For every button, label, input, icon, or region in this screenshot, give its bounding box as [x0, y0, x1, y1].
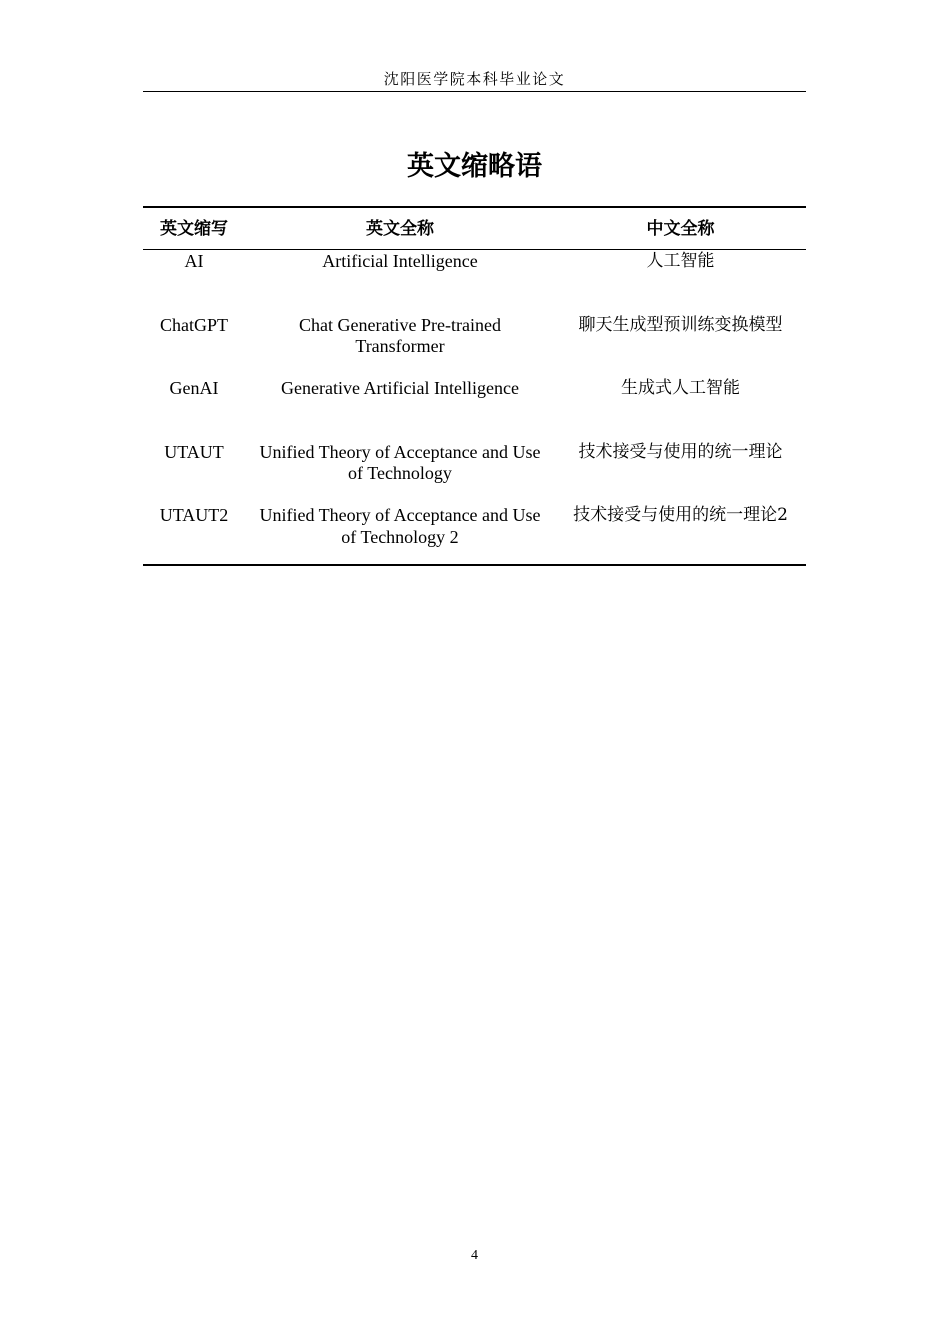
english-name-cell: Chat Generative Pre-trained Transformer	[299, 314, 501, 356]
page-number: 4	[471, 1248, 478, 1263]
table-header-row	[143, 208, 806, 250]
table-row	[143, 504, 806, 564]
abbreviation-cell: GenAI	[169, 378, 219, 398]
chinese-name-cell: 人工智能	[646, 251, 715, 271]
table-row	[143, 250, 806, 314]
table-row	[143, 441, 806, 505]
english-name-cell: Unified Theory of Acceptance and Use of Technology	[259, 441, 541, 483]
column-header-abbreviation: 英文缩写	[160, 218, 228, 239]
english-name-cell: Artificial Intelligence	[322, 251, 478, 271]
chinese-name-cell: 技术接受与使用的统一理论2	[573, 505, 788, 525]
chinese-name-cell: 生成式人工智能	[621, 378, 740, 398]
table-row	[143, 314, 806, 378]
header-rule	[143, 91, 806, 92]
abbreviation-table	[143, 206, 806, 566]
abbreviation-cell: ChatGPT	[159, 314, 228, 335]
english-name-cell: Generative Artificial Intelligence	[281, 378, 519, 398]
english-name-cell: Unified Theory of Acceptance and Use of Technology 2	[259, 505, 541, 547]
table-row	[143, 377, 806, 441]
abbreviation-cell: UTAUT2	[159, 505, 229, 525]
chinese-name-cell: 聊天生成型预训练变换模型	[578, 314, 783, 335]
abbreviation-cell: AI	[184, 251, 204, 271]
column-header-chinese-full-name: 中文全称	[646, 218, 715, 239]
abbreviation-cell: UTAUT	[164, 441, 224, 462]
page-title: 英文缩略语	[407, 151, 542, 182]
chinese-name-cell: 技术接受与使用的统一理论	[578, 441, 783, 462]
column-header-english-full-name: 英文全称	[366, 218, 434, 239]
running-header: 沈阳医学院本科毕业论文	[383, 70, 566, 88]
